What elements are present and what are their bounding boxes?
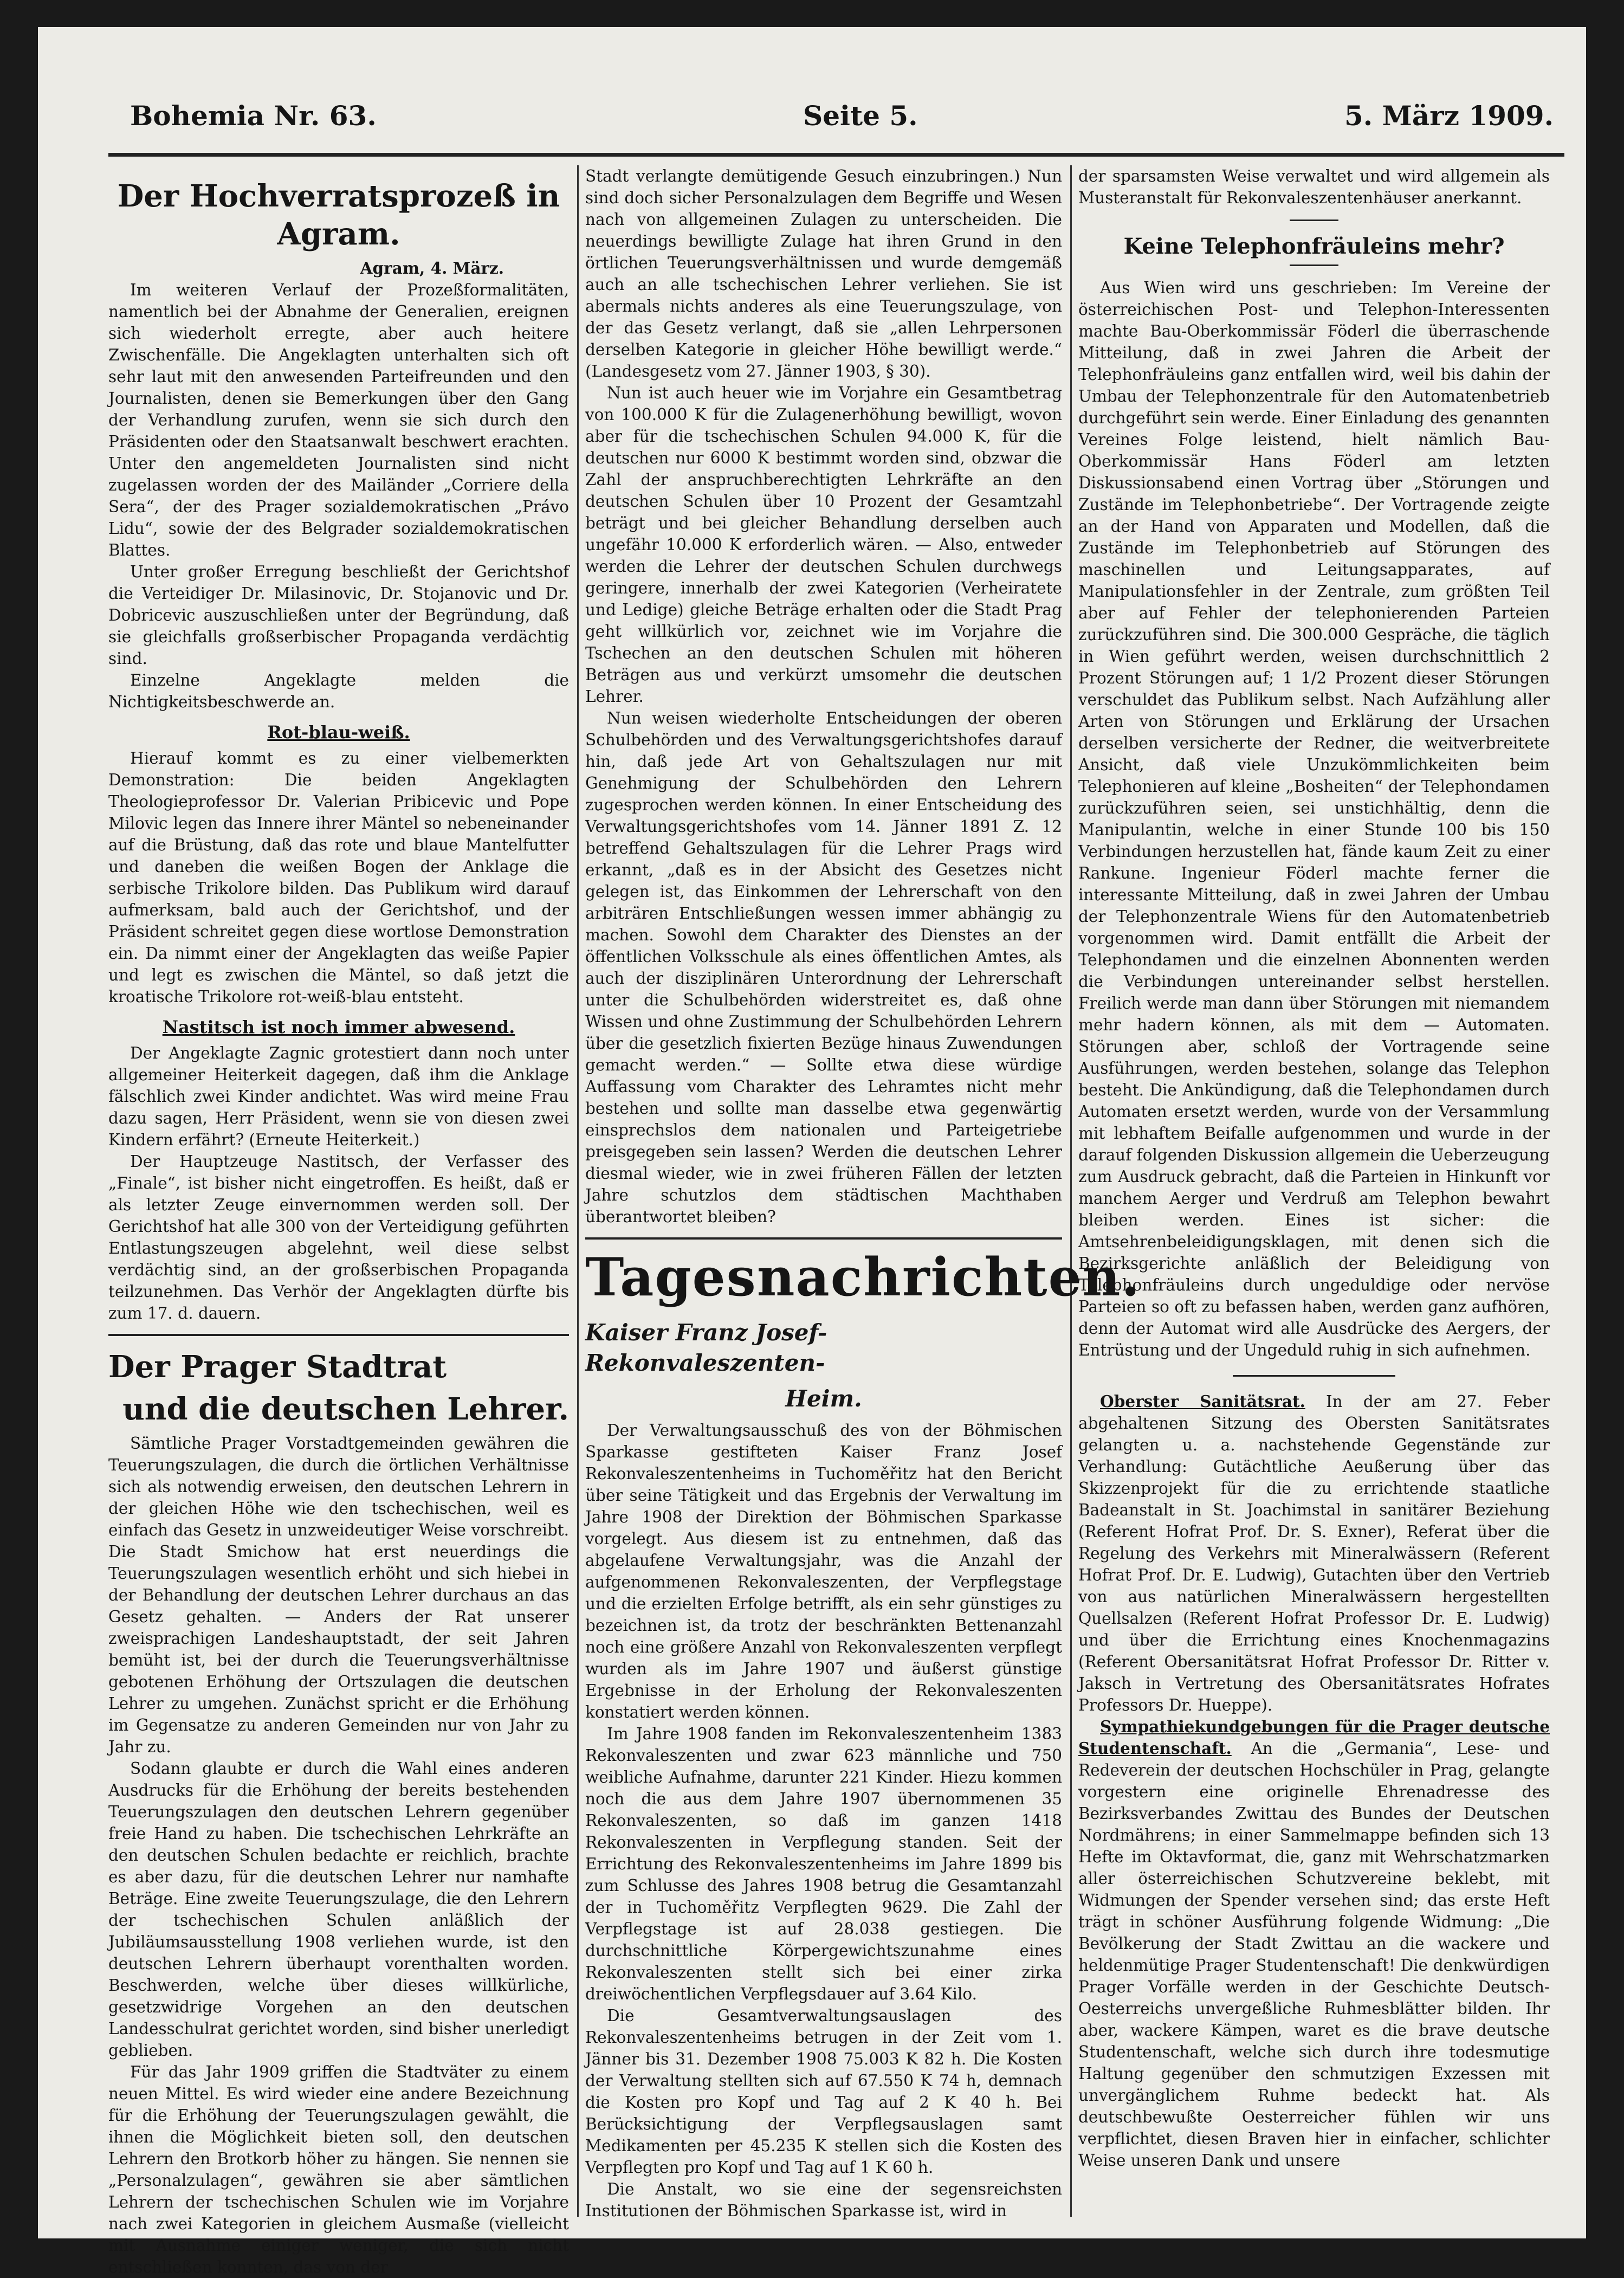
column-divider-1 xyxy=(577,165,579,2217)
page-header xyxy=(130,91,1554,140)
section-title-tagesnachrichten: Tagesnachrichten. xyxy=(585,1247,1141,1308)
article-title-rekonvaleszentenheim-line2: Heim. xyxy=(785,1385,862,1412)
short-rule xyxy=(1290,264,1338,266)
article-paragraph: Sämtliche Prager Vorstadtgemeinden gewähren die Teuerungszulagen, die durch die örtlichen Verhältnisse sich als notwendig erweisen, den deutschen Lehrern in der gleichen Höhe wie den tschechischen, weil es einfach das Gesetz in unzweideutiger Weise vorschreibt. Die Stadt Smichow hat erst neuerdings die Teuerungszulagen wesentlich erhöht und sich hiebei in der Behandlung der deutschen Lehrer durchaus an das Gesetz gehalten. — Anders der Rat unserer zweisprachigen Landeshauptstadt, der seit Jahren bemüht ist, bei der durch die Teuerungsverhältnisse gebotenen Erhöhung der Ortszulagen die deutschen Lehrer zu umgehen. Zunächst spricht er die Erhöhung im Gegensatze zu anderen Gemeinden nur von Jahr zu Jahr zu. xyxy=(108,1434,569,1756)
column-3 xyxy=(1078,165,1550,2217)
article-paragraph: Der Hauptzeuge Nastitsch, der Verfasser des „Finale“, ist bisher nicht eingetroffen. Es heißt, daß er als letzter Zeuge einvernommen werden soll. Der Gerichtshof hat alle 300 von der Verteidigung geführten Entlastungszeugen abgelehnt, weil diese selbst verdächtig sind, an der großserbischen Propaganda teilzunehmen. Das Verhör der Angeklagten dürfte bis zum 17. d. dauern. xyxy=(108,1152,569,1322)
article-paragraph: Für das Jahr 1909 griffen die Stadtväter zu einem neuen Mittel. Es wird wieder eine andere Bezeichnung für die Erhöhung der Teuerungszulagen gewählt, die ihnen die Möglichkeit bieten soll, den deutschen Lehrern den Brotkorb höher zu hängen. Sie nennen sie „Personalzulagen“, gewähren sie aber sämtlichen Lehrern der tschechischen Schulen wie im Vorjahre nach zwei Kategorien in gleichem Ausmaße (vielleicht mit Ausnahme einiger weniger, die sich nicht entschließen konnten, das von der xyxy=(108,2063,569,2276)
column-1 xyxy=(108,165,569,2276)
subheading-nastitsch: Nastitsch ist noch immer abwesend. xyxy=(162,1017,515,1037)
article-text: In der am 27. Feber abgehaltenen Sitzung des Obersten Sanitätsrates gelangten u. a. nachstehende Gegenstände zur Verhandlung: Gutächtliche Aeußerung über das Skizzenprojekt für die zu errichtende staatliche Badeanstalt in St. Joachimstal in sanitärer Beziehung (Referent Hofrat Prof. Dr. S. Exner), Referat über die Regelung des Verkehrs mit Mineralwässern (Referent Hofrat Prof. Dr. E. Ludwig), Gutachten über den Vertrieb von aus natürlichen Mineralwässern hergestellten Quellsalzen (Referent Hofrat Professor Dr. E. Ludwig) und über die Errichtung eines Knochenmagazins (Referent Obersanitätsrat Hofrat Professor Dr. Ritter v. Jaksch in Vertretung des Obersanitätsrates Hofrates Professors Dr. Hueppe). xyxy=(1078,1392,1550,1714)
article-paragraph: Der Angeklagte Zagnic grotestiert dann noch unter allgemeiner Heiterkeit dagegen, daß ihm die Anklage fälschlich zwei Kinder andichtet. Was wird meine Frau dazu sagen, Herr Präsident, wenn sie von diesen zwei Kindern erfährt? (Erneute Heiterkeit.) xyxy=(108,1044,569,1149)
article-title-stadtrat-line1: Der Prager Stadtrat xyxy=(108,1349,447,1385)
article-paragraph: Nun weisen wiederholte Entscheidungen der oberen Schulbehörden und des Verwaltungsgerichtshofes darauf hin, daß jede Art von Gehaltszulagen nur mit Genehmigung der Schulbehörden den Lehrern zugesprochen werden können. In einer Entscheidung des Verwaltungsgerichtshofes vom 14. Jänner 1891 Z. 12 betreffend Gehaltszulagen für die Lehrer Prags wird erkannt, „daß es in der Absicht des Gesetzes nicht gelegen ist, das Einkommen der Lehrerschaft von den arbiträren Entschließungen wessen immer abhängig zu machen. Sowohl dem Charakter des Dienstes an der öffentlichen Volksschule als eines öffentlichen Amtes, als auch der disziplinären Unterordnung der Lehrerschaft unter die Schulbehörden widerstreitet es, daß ohne Wissen und ohne Zustimmung der Schulbehörden Lehrern über die gesetzlich fixierten Bezüge hinaus Zuwendungen gemacht werden.“ — Sollte etwa diese würdige Auffassung vom Charakter des Lehramtes nicht mehr bestehen und sollte man dasselbe etwa gegenwärtig einsprechslos dem nationalen und Parteigetriebe preisgegeben sein lassen? Werden die deutschen Lehrer diesmal wieder, wie in zwei früheren Fällen der letzten Jahre schutzlos dem städtischen Machthaben überantwortet bleiben? xyxy=(585,709,1062,1226)
article-paragraph: der sparsamsten Weise verwaltet und wird allgemein als Musteranstalt für Rekonvaleszentenhäuser anerkannt. xyxy=(1078,167,1550,207)
article-paragraph: Stadt verlangte demütigende Gesuch einzubringen.) Nun sind doch sicher Personalzulagen dem Begriffe und Wesen nach von allgemeinen Zulagen zu unterscheiden. Die neuerdings bewilligte Zulage hat ihren Grund in den örtlichen Teuerungsverhältnissen und wurde demgemäß auch an alle tschechischen Lehrer verliehen. Sie ist abermals nichts anderes als eine Teuerungszulage, von der das Gesetz verlangt, daß sie „allen Lehrpersonen derselben Kategorie in gleicher Höhe bewilligt werde.“ (Landesgesetz vom 27. Jänner 1903, § 30). xyxy=(585,167,1062,380)
newspaper-page xyxy=(38,27,1586,2276)
article-paragraph: Die Anstalt, wo sie eine der segensreichsten Institutionen der Böhmischen Sparkasse ist, wird in xyxy=(585,2180,1062,2220)
article-paragraph: Die Gesamtverwaltungsauslagen des Rekonvaleszentenheims betrugen in der Zeit vom 1. Jänner bis 31. Dezember 1908 75.003 K 82 h. Die Kosten der Verwaltung stellten sich auf 67.550 K 74 h, demnach die Kosten pro Kopf und Tag auf 2 K 40 h. Bei Berücksichtigung der Verpflegsauslagen samt Medikamenten per 45.235 K stellen sich die Kosten des Verpflegten pro Kopf und Tag auf 1 K 60 h. xyxy=(585,2006,1062,2177)
article-paragraph-sympathiekundgebungen xyxy=(1078,1716,1550,2171)
article-paragraph: Hierauf kommt es zu einer vielbemerkten Demonstration: Die beiden Angeklagten Theologieprofessor Dr. Valerian Pribicevic und Pope Milovic legen das Innere ihrer Mäntel so nebeneinander auf die Brüstung, daß das rote und blaue Mantelfutter und daneben die weißen Bogen der Anklage die serbische Trikolore bilden. Das Publikum wird darauf aufmerksam, bald auch der Gerichtshof, und der Präsident schreitet gegen diese wortlose Demonstration ein. Da nimmt einer der Angeklagten das weiße Papier und legt es zwischen die Mäntel, so daß jetzt die kroatische Trikolore rot-weiß-blau entsteht. xyxy=(108,749,569,1006)
article-dateline: Agram, 4. März. xyxy=(360,259,504,278)
article-paragraph: Unter großer Erregung beschließt der Gerichtshof die Verteidiger Dr. Milasinovic, Dr. Stojanovic und Dr. Dobricevic auszuschließen unter der Begründung, daß sie gleichfalls großserbischer Propaganda verdächtig sind. xyxy=(108,563,569,668)
column-2 xyxy=(585,165,1141,2220)
article-paragraph: Im Jahre 1908 fanden im Rekonvaleszentenheim 1383 Rekonvaleszenten und zwar 623 männliche und 750 weibliche Aufnahme, darunter 221 Kinder. Hiezu kommen noch die aus dem Jahre 1907 übernommenen 35 Rekonvaleszenten, so daß im ganzen 1418 Rekonvaleszenten in Verpflegung standen. Seit der Errichtung des Rekonvaleszentenheims im Jahre 1899 bis zum Schlusse des Jahres 1908 betrug die Gesamtanzahl der in Tuchoměřitz Verpflegten 9629. Die Zahl der Verpflegstage ist auf 28.038 gestiegen. Die durchschnittliche Körpergewichtszunahme eines Rekonvaleszenten stellt sich bei einer zirka dreiwöchentlichen Verpflegsdauer auf 3.64 Kilo. xyxy=(585,1725,1062,2003)
article-paragraph: Nun ist auch heuer wie im Vorjahre ein Gesamtbetrag von 100.000 K für die Zulagenerhöhung bewilligt, wovon aber für die tschechischen Schulen 94.000 K, für die deutschen nur 6000 K bestimmt worden sind, obzwar die Zahl der anspruchberechtigten Lehrkräfte an den deutschen Schulen über 10 Prozent der Gesamtzahl beträgt und bei gleicher Behandlung derselben auch ungefähr 10.000 K erforderlich wären. — Also, entweder werden die Lehrer der deutschen Schulen durchwegs geringere, innerhalb der zwei Kategorien (Verheiratete und Ledige) gleiche Beträge erhalten oder die Stadt Prag geht willkürlich vor, zeichnet wie im Vorjahre die Tschechen an den deutschen Schulen mit höheren Beträgen aus und verkürzt umsomehr die deutschen Lehrer. xyxy=(585,384,1062,706)
article-title-hochverratsprozess: Der Hochverratsprozeß in Agram. xyxy=(117,178,560,252)
article-title-stadtrat-line2: und die deutschen Lehrer. xyxy=(122,1391,569,1427)
column-divider-2 xyxy=(1070,165,1072,2217)
article-paragraph: Einzelne Angeklagte melden die Nichtigkeitsbeschwerde an. xyxy=(108,671,569,711)
header-issue: Bohemia Nr. 63. xyxy=(130,99,377,132)
run-in-heading: Oberster Sanitätsrat. xyxy=(1100,1392,1305,1411)
article-paragraph: Im weiteren Verlauf der Prozeßformalitäten, namentlich bei der Abnahme der Generalien, ereignen sich wiederholt erregte, aber auch heitere Zwischenfälle. Die Angeklagten unterhalten sich oft sehr laut mit den anwesenden Parteifreunden und den Journalisten, denen sie Bemerkungen über den Gang der Verhandlung zurufen, wenn sie sich durch den Präsidenten oder den Staatsanwalt beschwert erachten. Unter den angemeldeten Journalisten sind nicht zugelassen worden der des Mailänder „Corriere della Sera“, der des Prager sozialdemokratischen „Právo Lidu“, sowie der des Belgrader sozialdemokratischen Blattes. xyxy=(108,281,569,559)
article-separator xyxy=(108,1334,569,1336)
header-rule xyxy=(108,153,1564,157)
short-rule xyxy=(1233,1375,1395,1377)
short-rule xyxy=(1290,220,1338,221)
article-title-telephonfraeuleins: Keine Telephonfräuleins mehr? xyxy=(1123,234,1505,259)
article-title-rekonvaleszentenheim-line1: Kaiser Franz Josef-Rekonvaleszenten- xyxy=(585,1319,827,1376)
header-page-number: Seite 5. xyxy=(803,99,918,132)
subheading-rot-blau-weiss: Rot-blau-weiß. xyxy=(267,722,410,743)
article-paragraph: Der Verwaltungsausschuß des von der Böhmischen Sparkasse gestifteten Kaiser Franz Josef Rekonvaleszentenheims in Tuchoměřitz hat den Bericht über seine Tätigkeit und das Ergebnis der Verwaltung im Jahre 1908 der Direktion der Böhmischen Sparkasse vorgelegt. Aus diesem ist zu entnehmen, daß das abgelaufene Verwaltungsjahr, was die Anzahl der aufgenommenen Rekonvaleszenten, der Verpflegstage und die erzielten Erfolge betrifft, als ein sehr günstiges zu bezeichnen ist, da trotz der beschränkten Bettenanzahl noch eine größere Anzahl von Rekonvaleszenten verpflegt wurden als im Jahre 1907 und äußerst günstige Ergebnisse in der Erholung der Rekonvaleszenten konstatiert werden können. xyxy=(585,1421,1062,1721)
article-paragraph-sanitaetsrat xyxy=(1078,1391,1550,1716)
article-text: An die „Germania“, Lese- und Redeverein der deutschen Hochschüler in Prag, gelangte vorgestern eine originelle Ehrenadresse des Bezirksverbandes Zwittau des Bundes der Deutschen Nordmährens; in einer Sammelmappe befinden sich 13 Hefte im Oktavformat, die, ganz mit Wehrschatzmarken aller österreichischen Schutzvereine beklebt, mit Widmungen der Spender versehen sind; das erste Heft trägt in schöner Ausführung folgende Widmung: „Die Bevölkerung der Stadt Zwittau an die wackere und heldenmütige Prager Studentenschaft! Die denkwürdigen Prager Vorfälle werden in der Geschichte Deutsch-Oesterreichs unvergeßliche Ruhmesblätter bilden. Ihr aber, wackere Kämpen, waret es die brave deutsche Studentenschaft, welche sich durch ihre todesmutige Haltung gegenüber den schmutzigen Exzessen mit unvergänglichem Ruhme bedeckt hat. Als deutschbewußte Oesterreicher fühlen wir uns verpflichtet, diesen Braven hier in einfacher, schlichter Weise unseren Dank und unsere xyxy=(1078,1739,1550,2170)
article-paragraph: Sodann glaubte er durch die Wahl eines anderen Ausdrucks für die Erhöhung der bereits bestehenden Teuerungszulagen den deutschen Lehrern gegenüber freie Hand zu haben. Die tschechischen Lehrkräfte an den deutschen Schulen bedachte er reichlich, brachte es aber dazu, für die deutschen Lehrer nur namhafte Beträge. Eine zweite Teuerungszulage, die den Lehrern der tschechischen Schulen anläßlich der Jubiläumsausstellung 1908 verliehen wurde, ist den deutschen Lehrern überhaupt vorenthalten worden. Beschwerden, welche über dieses willkürliche, gesetzwidrige Vorgehen an den deutschen Landesschulrat gerichtet worden, sind bisher unerledigt geblieben. xyxy=(108,1759,569,2060)
section-separator xyxy=(585,1237,1062,1240)
header-date: 5. März 1909. xyxy=(1344,99,1554,132)
run-in-heading: Sympathiekundgebungen für die Prager deutsche Studentenschaft. xyxy=(1078,1717,1550,1758)
article-paragraph: Aus Wien wird uns geschrieben: Im Vereine der österreichischen Post- und Telephon-Interessenten machte Bau-Oberkommissär Föderl die überraschende Mitteilung, daß in zwei Jahren die Arbeit der Telephonfräuleins ganz entfallen wird, weil bis dahin der Umbau der Telephonzentrale für den Automatenbetrieb durchgeführt sein werde. Einer Einladung des genannten Vereines Folge leistend, hielt nämlich Bau-Oberkommissär Hans Föderl am letzten Diskussionsabend einen Vortrag über „Störungen und Zustände im Telephonbetriebe“. Der Vortragende zeigte an der Hand von Apparaten und Modellen, daß die Zustände im Telephonbetrieb auf Störungen des maschinellen und Leitungsapparates, auf Manipulationsfehler in der Zentrale, zum größten Teil aber auf Fehler der telephonierenden Parteien zurückzuführen sind. Die 300.000 Gespräche, die täglich in Wien geführt werden, weisen durchschnittlich 2 Prozent Störungen auf; 1 1/2 Prozent dieser Störungen verschuldet das Publikum selbst. Nach Aufzählung aller Arten von Störungen und Erklärung der Ursachen derselben versicherte der Redner, die weitverbreitete Ansicht, daß viele Unzukömmlichkeiten beim Telephonieren auf kleine „Bosheiten“ der Telephondamen zurückzuführen seien, sei unstichhältig, denn die Manipulantin, welche in einer Stunde 100 bis 150 Verbindungen herzustellen hat, fände kaum Zeit zu einer Rankune. Ingenieur Föderl machte ferner die interessante Mitteilung, daß in zwei Jahren der Umbau der Telephonzentrale Wiens für den Automatenbetrieb vorgenommen wird. Damit entfällt die Arbeit der Telephondamen und die einzelnen Abonnenten werden die Verbindungen untereinander selbst herstellen. Freilich werde man dann über Störungen mit niemandem mehr hadern können, als mit dem — Automaten. Störungen aber, schloß der Vortragende seine Ausführungen, werden bestehen, solange das Telephon besteht. Die Ankündigung, daß die Telephondamen durch Automaten ersetzt werden, wurde von der Versammlung mit lebhaftem Beifalle aufgenommen und wurde in der darauf folgenden Diskussion allgemein die Ueberzeugung zum Ausdruck gebracht, daß die Parteien in Hinkunft vor manchem Aerger und Verdruß am Telephon bewahrt bleiben werden. Eines ist sicher: die Amtsehrenbeleidigungsklagen, mit denen sich die Bezirksgerichte anläßlich der Beleidigung von Telephonfräuleins durch ungeduldige oder nervöse Parteien so oft zu befassen haben, werden ganz aufhören, denn der Automat wird alle Ausdrücke des Aergers, der Entrüstung und der Ungeduld ruhig in sich aufnehmen. xyxy=(1078,279,1550,1359)
